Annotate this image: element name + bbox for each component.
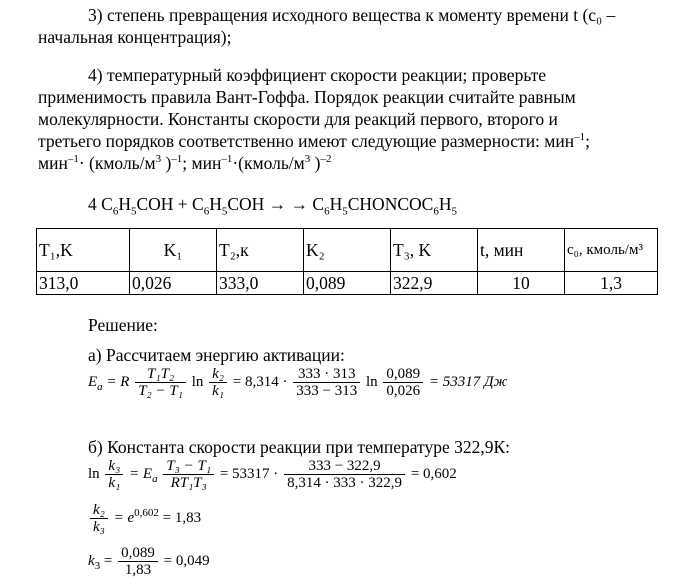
subscript: 6 xyxy=(324,205,330,218)
symbol: ln xyxy=(365,374,378,390)
fraction-numerator: 0,089 xyxy=(118,545,158,562)
symbol: = e xyxy=(113,510,135,526)
fraction-denominator: T₂ − T₁ xyxy=(138,383,183,399)
table-row xyxy=(37,272,658,295)
symbol: ln xyxy=(88,466,100,482)
table-header-cell: T₁,K xyxy=(37,229,130,272)
item4-line-text: ) xyxy=(310,153,321,173)
item4-line xyxy=(38,152,668,174)
table-header-cell: c₀, кмоль/м³ xyxy=(565,229,658,272)
item4-line: применимость правила Вант-Гоффа. Порядок реакции считайте равным xyxy=(38,87,576,107)
reaction-part: 4 C xyxy=(88,194,113,214)
superscript: –2 xyxy=(320,153,332,166)
superscript: –1 xyxy=(67,153,79,166)
fraction-numerator: T₁T₂ xyxy=(135,366,186,383)
superscript: –1 xyxy=(171,153,183,166)
superscript: 3 xyxy=(155,153,162,166)
formula-k2-k3 xyxy=(88,502,201,535)
subscript: 5 xyxy=(221,205,228,218)
item4-line-text: ; мин xyxy=(182,153,222,173)
subscript: a xyxy=(152,473,158,485)
item3-paragraph xyxy=(38,4,668,48)
superscript: –1 xyxy=(574,131,586,144)
result: = 1,83 xyxy=(162,510,202,526)
item4-line: молекулярности. Константы скорости для реакций первого, второго и xyxy=(38,109,558,129)
fraction-denominator: k₃ xyxy=(93,519,105,535)
table-header-cell: T₂,к xyxy=(217,229,304,272)
result: = 53317 Дж xyxy=(428,374,508,390)
fraction-numerator: k₃ xyxy=(105,458,123,475)
fraction-numerator: k₂ xyxy=(209,366,227,383)
result: = 0,049 xyxy=(163,553,210,569)
fraction-numerator: T₃ − T₁ xyxy=(163,458,214,475)
item4-line-text: ) xyxy=(161,153,172,173)
table-cell: 1,3 xyxy=(565,272,658,295)
superscript: 3 xyxy=(304,153,311,166)
symbol: = E xyxy=(129,466,153,482)
fraction-numerator: 333 · 313 xyxy=(293,366,360,383)
table-cell: 313,0 xyxy=(37,272,130,295)
reaction-part: COH + C xyxy=(136,194,204,214)
item4-line-text: мин xyxy=(38,153,68,173)
item4-line-text: · (кмоль/м xyxy=(78,153,156,173)
table-header-cell: T₃, K xyxy=(391,229,478,272)
table-cell: 322,9 xyxy=(391,272,478,295)
reaction-equation: 4 $C_6H_5COH + C_6H_5COH$ → → $C_6H_5CHONCOC_6H_5$ xyxy=(88,194,457,218)
superscript: 0,602 xyxy=(134,507,159,519)
symbol: k xyxy=(88,553,95,569)
fraction-denominator: 333 − 313 xyxy=(296,383,358,399)
subscript: 5 xyxy=(130,205,137,218)
fraction-denominator: RT₁T₃ xyxy=(170,475,207,491)
step-a-heading: а) Рассчитаем энергию активации: xyxy=(88,345,345,365)
step-b-heading: б) Константа скорости реакции при температуре 322,9К: xyxy=(88,437,510,457)
table-cell: 0,026 xyxy=(130,272,217,295)
table-cell: 0,089 xyxy=(304,272,391,295)
item4-line-text: ·(кмоль/м xyxy=(232,153,305,173)
subscript: 5 xyxy=(342,205,348,218)
subscript: 6 xyxy=(433,205,439,218)
symbol: = xyxy=(100,553,113,569)
formula-ln-k3-k1 xyxy=(88,458,457,491)
subscript: 3 xyxy=(94,560,101,572)
fraction-numerator: 0,089 xyxy=(383,366,423,383)
table-header-cell: K₂ xyxy=(304,229,391,272)
fraction-denominator: k₁ xyxy=(212,383,225,399)
formula-k3 xyxy=(88,545,210,578)
reaction-part: COH xyxy=(227,194,265,214)
fraction-numerator: k₂ xyxy=(90,502,108,519)
item4-line-text: ; xyxy=(585,131,590,151)
table-header-cell: K₁ xyxy=(130,229,217,272)
symbol: ln xyxy=(191,374,204,390)
data-table xyxy=(36,228,658,295)
result: = 0,602 xyxy=(410,466,457,482)
fraction-denominator: k₁ xyxy=(108,475,121,491)
reaction-part: CHONCOC xyxy=(347,194,434,214)
fraction-numerator: 333 − 322,9 xyxy=(284,458,405,475)
symbol: = 8,314 · xyxy=(232,374,288,390)
item4-line: 4) температурный коэффициент скорости реакции; проверьте xyxy=(88,65,547,85)
reaction-part: H xyxy=(438,194,452,214)
fraction-denominator: 0,026 xyxy=(386,383,421,399)
item3-text: 3) степень превращения исходного вещества к моменту времени t (c₀ – начальная концентрация); xyxy=(38,5,616,47)
reaction-arrow: → → C xyxy=(264,194,325,214)
symbol: = R xyxy=(102,374,130,390)
subscript: 6 xyxy=(203,205,210,218)
table-cell: 10 xyxy=(478,272,565,295)
superscript: –1 xyxy=(221,153,233,166)
solution-heading: Решение: xyxy=(88,315,158,335)
symbol: E xyxy=(88,374,98,390)
subscript: 5 xyxy=(451,205,457,218)
formula-activation-energy xyxy=(88,366,508,399)
table-header-cell: t, мин xyxy=(478,229,565,272)
fraction-denominator: 1,83 xyxy=(124,562,152,578)
subscript: a xyxy=(97,381,103,393)
fraction-denominator: 8,314 · 333 · 322,9 xyxy=(287,475,403,491)
table-header-row xyxy=(37,229,658,272)
subscript: 6 xyxy=(112,205,119,218)
table-cell: 333,0 xyxy=(217,272,304,295)
item4-line-text: третьего порядков соответственно имеют следующие размерности: мин xyxy=(38,131,575,151)
item4-line xyxy=(38,130,668,152)
symbol: = 53317 · xyxy=(219,466,279,482)
item4-paragraph xyxy=(38,64,668,174)
